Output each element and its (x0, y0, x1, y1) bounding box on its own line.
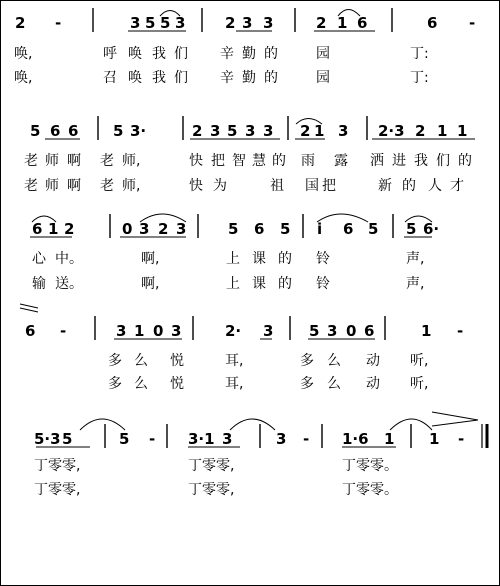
system-4-svg (0, 306, 500, 406)
lyric: 课 (252, 276, 266, 292)
note: 6 (357, 14, 368, 32)
decrescendo-mark (432, 412, 478, 426)
lyric: 园 (316, 70, 330, 86)
note: 5 (113, 122, 124, 140)
score-system-2 (0, 110, 500, 210)
note: 3 (139, 220, 150, 238)
system-1-svg (0, 0, 500, 100)
lyric: 中。 (55, 251, 83, 267)
lyric: 的 (278, 276, 292, 292)
lyric: 的 (402, 178, 416, 194)
lyric: 我 (152, 46, 166, 62)
note: 3 (245, 122, 256, 140)
lyric: 雨 (301, 153, 315, 169)
lyric: 快 (189, 153, 203, 169)
lyric: 铃 (316, 276, 330, 292)
lyric: 丁零零。 (342, 458, 398, 474)
lyric: 耳, (225, 353, 244, 369)
note: i (317, 220, 323, 238)
lyric: 老 (24, 153, 38, 169)
lyric: 老 (100, 153, 114, 169)
note: 6 (32, 220, 43, 238)
lyric: 丁零零, (188, 482, 235, 498)
lyric: 多 (300, 376, 314, 392)
lyric: 啊, (141, 251, 160, 267)
score-system-1 (0, 0, 500, 100)
note: 5 (368, 220, 379, 238)
note: 0 (122, 220, 133, 238)
lyric: 多 (300, 353, 314, 369)
note: 1 (134, 322, 145, 340)
note: 5 (30, 122, 41, 140)
score-system-4 (0, 306, 500, 406)
lyric: 么 (327, 376, 341, 392)
score-system-3 (0, 210, 500, 310)
note: - (149, 430, 156, 448)
bar-continuation-mark (20, 304, 38, 312)
lyric: 悦 (170, 376, 184, 392)
lyric: 丁零零, (34, 458, 81, 474)
note: 6· (423, 220, 440, 238)
note: 0 (346, 322, 357, 340)
lyric: 上 (226, 276, 240, 292)
lyric: 耳, (225, 376, 244, 392)
lyric: 辛 (220, 46, 234, 62)
note: 1 (384, 430, 395, 448)
lyric: 新 (378, 178, 392, 194)
lyric: 么 (327, 353, 341, 369)
slurs (160, 10, 360, 17)
lyric: 国 (305, 178, 319, 194)
lyric: 老 (100, 178, 114, 194)
note: 1 (48, 220, 59, 238)
lyric: 把 (322, 178, 336, 194)
lyric: 把 (211, 153, 225, 169)
note: 5 (227, 122, 238, 140)
note: 3 (176, 220, 187, 238)
note: 2·3 (378, 122, 405, 140)
lyric: 课 (252, 251, 266, 267)
lyric: 啊 (67, 153, 81, 169)
note: 2 (300, 122, 311, 140)
system-5-svg (0, 410, 500, 510)
lyric: 勤 (242, 46, 256, 62)
lyric: 们 (174, 70, 188, 86)
note: 5 (62, 430, 73, 448)
lyric: 听, (410, 353, 429, 369)
lyric: 声, (406, 276, 425, 292)
note: 1 (421, 322, 432, 340)
lyric: 丁零零, (188, 458, 235, 474)
lyric: 们 (436, 153, 450, 169)
lyric: 上 (226, 251, 240, 267)
note: 3 (222, 430, 233, 448)
note: 1 (337, 14, 348, 32)
note: 5 (309, 322, 320, 340)
note: 6 (25, 322, 36, 340)
note: - (469, 14, 476, 32)
lyric: 师 (45, 153, 59, 169)
lyric: 丁: (410, 46, 429, 62)
lyric: 丁零零, (34, 482, 81, 498)
note: 2 (64, 220, 75, 238)
note: 3 (130, 14, 141, 32)
lyric: 心 (32, 251, 46, 267)
note: - (55, 14, 62, 32)
note: 3 (327, 322, 338, 340)
lyric: 动 (366, 376, 380, 392)
lyric: 丁: (410, 70, 429, 86)
lyric: 为 (213, 178, 227, 194)
lyric: 勤 (242, 70, 256, 86)
lyric: 声, (406, 251, 425, 267)
lyric: 啊 (67, 178, 81, 194)
note: - (458, 430, 465, 448)
lyric: 悦 (170, 353, 184, 369)
lyric: 进 (392, 153, 406, 169)
lyric: 召 (103, 70, 117, 86)
lyric: 人 (428, 178, 442, 194)
note: 3· (130, 122, 147, 140)
note: 2· (225, 322, 242, 340)
lyric: 我 (152, 70, 166, 86)
note: 6 (68, 122, 79, 140)
note: 5 (145, 14, 156, 32)
lyric: 慧 (252, 153, 266, 169)
note: 1·6 (342, 430, 369, 448)
note: 6 (343, 220, 354, 238)
note: - (60, 322, 67, 340)
note: 3 (116, 322, 127, 340)
note: 6 (254, 220, 265, 238)
lyric: 师, (122, 153, 141, 169)
lyric: 的 (264, 70, 278, 86)
note: 2 (225, 14, 236, 32)
note: 1 (457, 122, 468, 140)
score-system-5 (0, 410, 500, 510)
note: 2 (158, 220, 169, 238)
note: 6 (427, 14, 438, 32)
note: 5 (280, 220, 291, 238)
lyric: 辛 (220, 70, 234, 86)
lyric: 铃 (316, 251, 330, 267)
note: 3·1 (188, 430, 215, 448)
lyric: 园 (316, 46, 330, 62)
note: 3 (276, 430, 287, 448)
lyric: 么 (134, 376, 148, 392)
slurs (80, 419, 432, 430)
note: 1 (437, 122, 448, 140)
lyric: 的 (278, 251, 292, 267)
note: 6 (50, 122, 61, 140)
lyric: 啊, (141, 276, 160, 292)
lyric: 才 (450, 178, 464, 194)
system-3-svg (0, 210, 500, 310)
note: 3 (210, 122, 221, 140)
note: 3 (175, 14, 186, 32)
lyric: 我 (414, 153, 428, 169)
note: 5 (228, 220, 239, 238)
lyric: 老 (24, 178, 38, 194)
note: 3 (263, 122, 274, 140)
lyric: 的 (264, 46, 278, 62)
note: 5 (160, 14, 171, 32)
lyric: 师, (122, 178, 141, 194)
lyric: 动 (366, 353, 380, 369)
note: 3 (338, 122, 349, 140)
note: 1 (429, 430, 440, 448)
lyric: 呼 (103, 46, 117, 62)
note: 2 (15, 14, 26, 32)
lyric: 洒 (370, 153, 384, 169)
note: - (457, 322, 464, 340)
note: 6 (364, 322, 375, 340)
note: 2 (415, 122, 426, 140)
note: 1 (314, 122, 325, 140)
lyric: 听, (410, 376, 429, 392)
lyric: 的 (458, 153, 472, 169)
lyric: 么 (134, 353, 148, 369)
lyric: 送。 (55, 276, 83, 292)
lyric: 师 (45, 178, 59, 194)
lyric: 唤 (128, 70, 142, 86)
lyric: 输 (32, 276, 46, 292)
note: 3 (171, 322, 182, 340)
lyric: 露 (334, 153, 348, 169)
note: 3 (263, 14, 274, 32)
lyric: 唤, (14, 70, 33, 86)
note: 3 (242, 14, 253, 32)
note: 5 (119, 430, 130, 448)
lyric: 多 (108, 353, 122, 369)
note: 2 (316, 14, 327, 32)
lyric: 唤, (14, 46, 33, 62)
note: - (303, 430, 310, 448)
note: 0 (153, 322, 164, 340)
note: 5·3 (34, 430, 61, 448)
note: 3 (263, 322, 274, 340)
lyric: 祖 (270, 178, 284, 194)
lyric: 丁零零。 (342, 482, 398, 498)
note: 5 (406, 220, 417, 238)
lyric: 们 (174, 46, 188, 62)
note: 2 (192, 122, 203, 140)
lyric: 智 (232, 153, 246, 169)
system-2-svg (0, 110, 500, 210)
lyric: 的 (272, 153, 286, 169)
lyric: 快 (189, 178, 203, 194)
lyric: 唤 (128, 46, 142, 62)
lyric: 多 (108, 376, 122, 392)
